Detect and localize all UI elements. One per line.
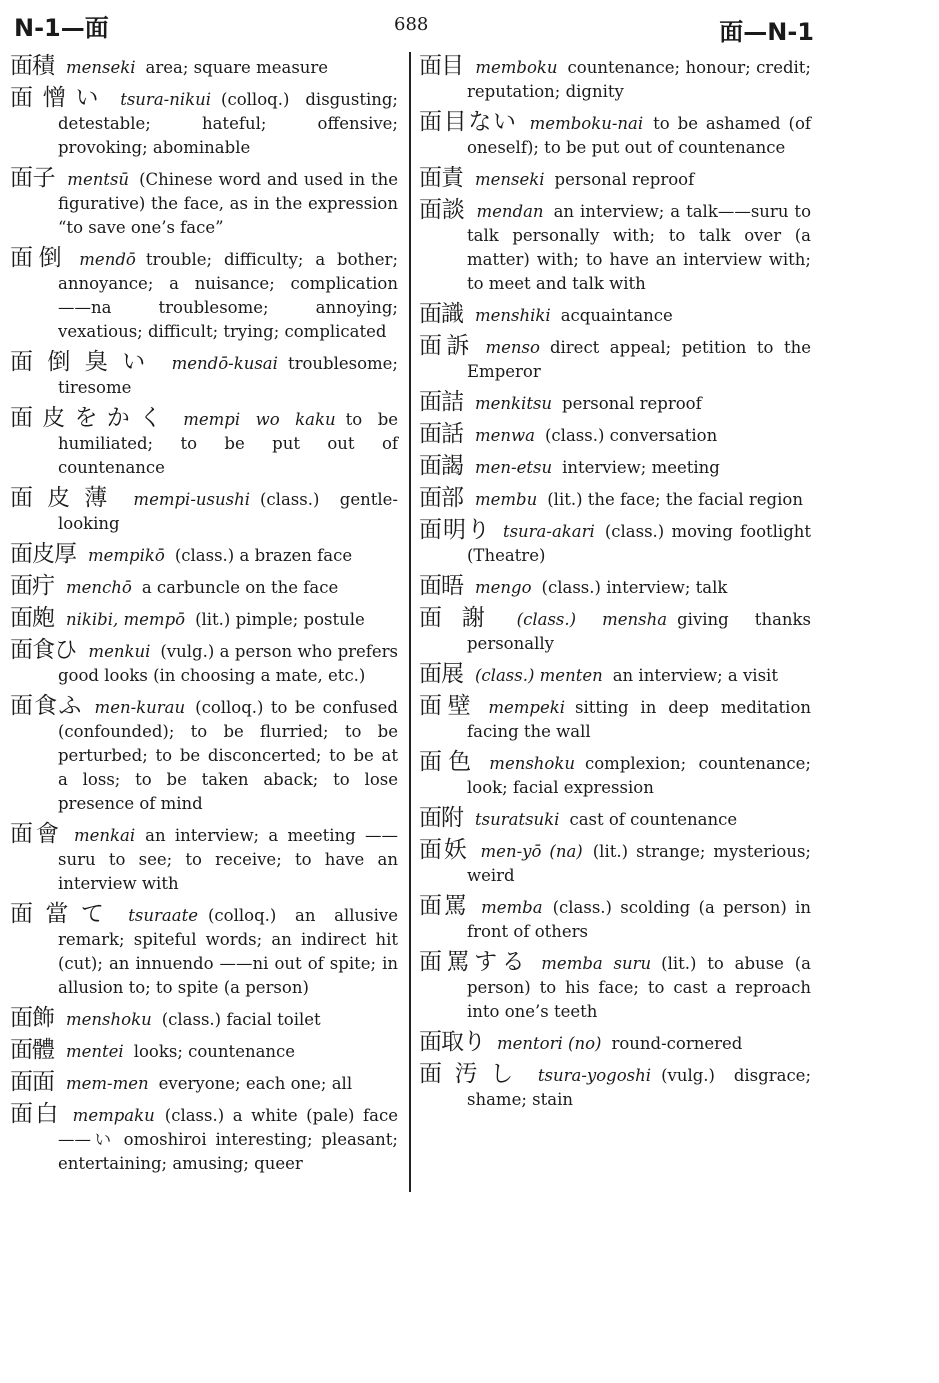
entry-headword: 面皮薄	[10, 485, 122, 511]
entry-romaji: menshoku	[66, 1010, 152, 1029]
entry-headword: 面食ふ	[10, 693, 83, 719]
entry-headword: 面食ひ	[10, 637, 77, 663]
entry-definition: (Chinese word and used in the figurative) the face, as in the expression “to save one’s face”	[58, 170, 398, 237]
dictionary-entry	[419, 166, 811, 192]
entry-romaji: men-etsu	[475, 458, 553, 477]
entry-definition: looks; countenance	[133, 1042, 296, 1061]
dictionary-entry	[419, 422, 811, 448]
entry-definition: (vulg.) disgrace; shame; stain	[467, 1066, 812, 1109]
entry-definition: (class.) conversation	[545, 426, 718, 445]
entry-headword: 面展	[419, 661, 463, 687]
entry-definition: cast of countenance	[569, 810, 738, 829]
running-head-left: N-1—面	[14, 14, 109, 42]
entry-definition: area; square measure	[145, 58, 329, 77]
entry-definition: a carbuncle on the face	[141, 578, 339, 597]
entry-headword: 面目	[419, 53, 464, 79]
entry-definition: to be humiliated; to be put out of countenance	[58, 410, 399, 477]
entry-romaji: menshiki	[475, 306, 551, 325]
entry-definition: an interview; a meeting ——suru to see; to receive; to have an interview with	[58, 826, 398, 893]
entry-definition: trouble; difficulty; a bother; annoyance; a nuisance; complication ——na troublesome; annoying; vexatious; difficult; trying; complicated	[58, 250, 399, 341]
entry-definition: (class.) interview; talk	[541, 578, 728, 597]
dictionary-entry	[419, 750, 811, 800]
dictionary-entry	[10, 1006, 398, 1032]
dictionary-entry	[419, 518, 811, 568]
entry-romaji: (class.) mensha	[516, 610, 668, 629]
dictionary-entry	[10, 542, 398, 568]
dictionary-entry	[419, 198, 811, 296]
entry-definition: (vulg.) a person who prefers good looks (in choosing a mate, etc.)	[58, 642, 399, 685]
entry-romaji: mempi wo kaku	[183, 410, 336, 429]
entry-romaji: tsuraate	[128, 906, 198, 925]
entry-romaji: tsura-yogoshi	[537, 1066, 652, 1085]
entry-headword: 面飾	[10, 1005, 54, 1031]
entry-headword: 面倒臭い	[10, 349, 160, 375]
entry-romaji: (class.) menten	[475, 666, 603, 685]
entry-romaji: men-kurau	[94, 698, 186, 717]
entry-headword: 面罵する	[419, 949, 530, 975]
entry-headword: 面部	[419, 485, 463, 511]
entry-headword: 面謝	[419, 605, 505, 631]
entry-romaji: mentsū	[67, 170, 130, 189]
dictionary-entry	[10, 1038, 398, 1064]
entry-romaji: tsura-nikui	[120, 90, 212, 109]
entry-headword: 面子	[10, 165, 56, 191]
entry-definition: (colloq.) disgusting; detestable; hateful; offensive; provoking; abominable	[58, 90, 398, 157]
entry-definition: personal reproof	[562, 394, 702, 413]
dictionary-entry	[10, 86, 398, 160]
entry-romaji: menwa	[475, 426, 535, 445]
entry-definition: (class.) a white (pale) face——い omoshiroi interesting; pleasant; entertaining; amusing; queer	[58, 1106, 399, 1173]
entry-headword: 面憎い	[10, 85, 109, 111]
entry-headword: 面謁	[419, 453, 463, 479]
column-divider	[409, 52, 411, 1192]
dictionary-entry	[10, 902, 398, 1000]
left-column	[10, 54, 398, 1182]
dictionary-entry	[10, 486, 398, 536]
entry-romaji: menkitsu	[475, 394, 553, 413]
dictionary-entry	[10, 606, 398, 632]
entry-romaji: mempikō	[88, 546, 165, 565]
entry-headword: 面汚し	[419, 1061, 526, 1087]
dictionary-entry	[419, 302, 811, 328]
entry-headword: 面晤	[419, 573, 463, 599]
entry-definition: countenance; honour; credit; reputation; dignity	[467, 58, 811, 101]
entry-headword: 面皰	[10, 605, 54, 631]
entry-headword: 面罵	[419, 893, 470, 919]
entry-romaji: mentori (no)	[497, 1034, 602, 1053]
entry-romaji: memba	[481, 898, 543, 917]
entry-headword: 面會	[10, 821, 63, 847]
entry-headword: 面色	[419, 749, 478, 775]
entry-definition: everyone; each one; all	[158, 1074, 353, 1093]
entry-definition: (lit.) the face; the facial region	[547, 490, 803, 509]
entry-headword: 面談	[419, 197, 465, 223]
entry-romaji: mempaku	[72, 1106, 155, 1125]
entry-definition: giving thanks personally	[467, 610, 811, 653]
entry-headword: 面訴	[419, 333, 474, 359]
entry-romaji: menseki	[475, 170, 545, 189]
dictionary-entry	[419, 110, 811, 160]
entry-headword: 面皮をかく	[10, 405, 172, 431]
entry-definition: (lit.) pimple; postule	[195, 610, 365, 629]
dictionary-entry	[10, 350, 398, 400]
dictionary-entry	[10, 822, 398, 896]
dictionary-entry	[419, 1062, 811, 1112]
entry-romaji: mengo	[475, 578, 532, 597]
entry-headword: 面倒	[10, 245, 68, 271]
dictionary-entry	[419, 54, 811, 104]
entry-headword: 面明り	[419, 517, 491, 543]
entry-romaji: menkai	[74, 826, 136, 845]
entry-headword: 面目ない	[419, 109, 518, 135]
dictionary-entry	[10, 54, 398, 80]
right-column	[419, 54, 811, 1118]
entry-romaji: menchō	[66, 578, 132, 597]
dictionary-entry	[419, 806, 811, 832]
page-number: 688	[394, 14, 429, 35]
entry-romaji: men-yō (na)	[480, 842, 583, 861]
entry-romaji: nikibi, mempō	[66, 610, 186, 629]
entry-headword: 面體	[10, 1037, 54, 1063]
entry-definition: (lit.) to abuse (a person) to his face; to cast a reproach into one’s teeth	[467, 954, 812, 1021]
entry-romaji: memboku	[475, 58, 558, 77]
entry-headword: 面附	[419, 805, 463, 831]
dictionary-entry	[419, 950, 811, 1024]
entry-romaji: tsuratsuki	[475, 810, 560, 829]
dictionary-entry	[419, 1030, 811, 1056]
entry-definition: interview; meeting	[562, 458, 720, 477]
entry-headword: 面積	[10, 53, 54, 79]
dictionary-entry	[419, 390, 811, 416]
entry-headword: 面取り	[419, 1029, 485, 1055]
entry-definition: an interview; a visit	[612, 666, 778, 685]
running-head-right: 面—N-1	[719, 18, 814, 46]
entry-definition: (lit.) strange; mysterious; weird	[467, 842, 811, 885]
entry-romaji: menkui	[88, 642, 151, 661]
entry-definition: (class.) scolding (a person) in front of others	[467, 898, 811, 941]
entry-definition: direct appeal; petition to the Emperor	[467, 338, 811, 381]
entry-headword: 面白	[10, 1101, 61, 1127]
entry-romaji: menso	[485, 338, 540, 357]
dictionary-entry	[10, 246, 398, 344]
entry-definition: to be ashamed (of oneself); to be put out of countenance	[467, 114, 811, 157]
dictionary-entry	[10, 574, 398, 600]
entry-definition: round-cornered	[611, 1034, 743, 1053]
entry-definition: troublesome; tiresome	[58, 354, 398, 397]
entry-headword: 面面	[10, 1069, 54, 1095]
entry-headword: 面識	[419, 301, 463, 327]
entry-romaji: mempeki	[488, 698, 566, 717]
entry-headword: 面妖	[419, 837, 469, 863]
entry-definition: an interview; a talk——suru to talk personally with; to talk over (a matter) with; to have an interview with; to meet and talk with	[467, 202, 811, 293]
entry-definition: sitting in deep meditation facing the wall	[467, 698, 812, 741]
entry-headword: 面詰	[419, 389, 463, 415]
entry-romaji: mentei	[66, 1042, 124, 1061]
entry-definition: (class.) moving footlight (Theatre)	[467, 522, 812, 565]
dictionary-entry	[419, 838, 811, 888]
entry-romaji: menseki	[66, 58, 136, 77]
entry-definition: personal reproof	[554, 170, 695, 189]
entry-definition: (colloq.) an allusive remark; spiteful words; an indirect hit (cut); an innuendo ——ni out of spite; in allusion to; to spite (a person)	[58, 906, 398, 997]
entry-definition: (class.) a brazen face	[174, 546, 353, 565]
entry-headword: 面壁	[419, 693, 477, 719]
dictionary-entry	[419, 486, 811, 512]
entry-romaji: memba suru	[541, 954, 652, 973]
entry-headword: 面當て	[10, 901, 117, 927]
entry-romaji: mendō-kusai	[171, 354, 278, 373]
entry-romaji: memboku-nai	[529, 114, 644, 133]
entry-headword: 面疔	[10, 573, 54, 599]
entry-headword: 面話	[419, 421, 463, 447]
dictionary-entry	[419, 694, 811, 744]
dictionary-entry	[419, 606, 811, 656]
dictionary-entry	[419, 334, 811, 384]
entry-romaji: mendō	[79, 250, 136, 269]
dictionary-entry	[10, 166, 398, 240]
entry-definition: (class.) facial toilet	[161, 1010, 321, 1029]
entry-definition: complexion; countenance; look; facial expression	[467, 754, 811, 797]
dictionary-entry	[419, 574, 811, 600]
entry-romaji: mem-men	[66, 1074, 149, 1093]
entry-romaji: menshoku	[489, 754, 575, 773]
entry-romaji: membu	[475, 490, 538, 509]
dictionary-entry	[419, 894, 811, 944]
dictionary-entry	[10, 638, 398, 688]
page-header	[14, 8, 814, 44]
entry-romaji: tsura-akari	[502, 522, 595, 541]
dictionary-entry	[10, 694, 398, 816]
dictionary-entry	[419, 662, 811, 688]
dictionary-entry	[10, 1070, 398, 1096]
entry-romaji: mempi-usushi	[133, 490, 250, 509]
entry-definition: (class.) gentle-looking	[58, 490, 398, 533]
dictionary-entry	[10, 1102, 398, 1176]
entry-headword: 面皮厚	[10, 541, 76, 567]
entry-definition: (colloq.) to be confused (confounded); to be flurried; to be perturbed; to be disconcerted; to be at a loss; to be taken aback; to lose presence of mind	[58, 698, 398, 813]
entry-romaji: mendan	[476, 202, 544, 221]
dictionary-entry	[10, 406, 398, 480]
dictionary-entry	[419, 454, 811, 480]
entry-headword: 面責	[419, 165, 463, 191]
entry-definition: acquaintance	[560, 306, 673, 325]
